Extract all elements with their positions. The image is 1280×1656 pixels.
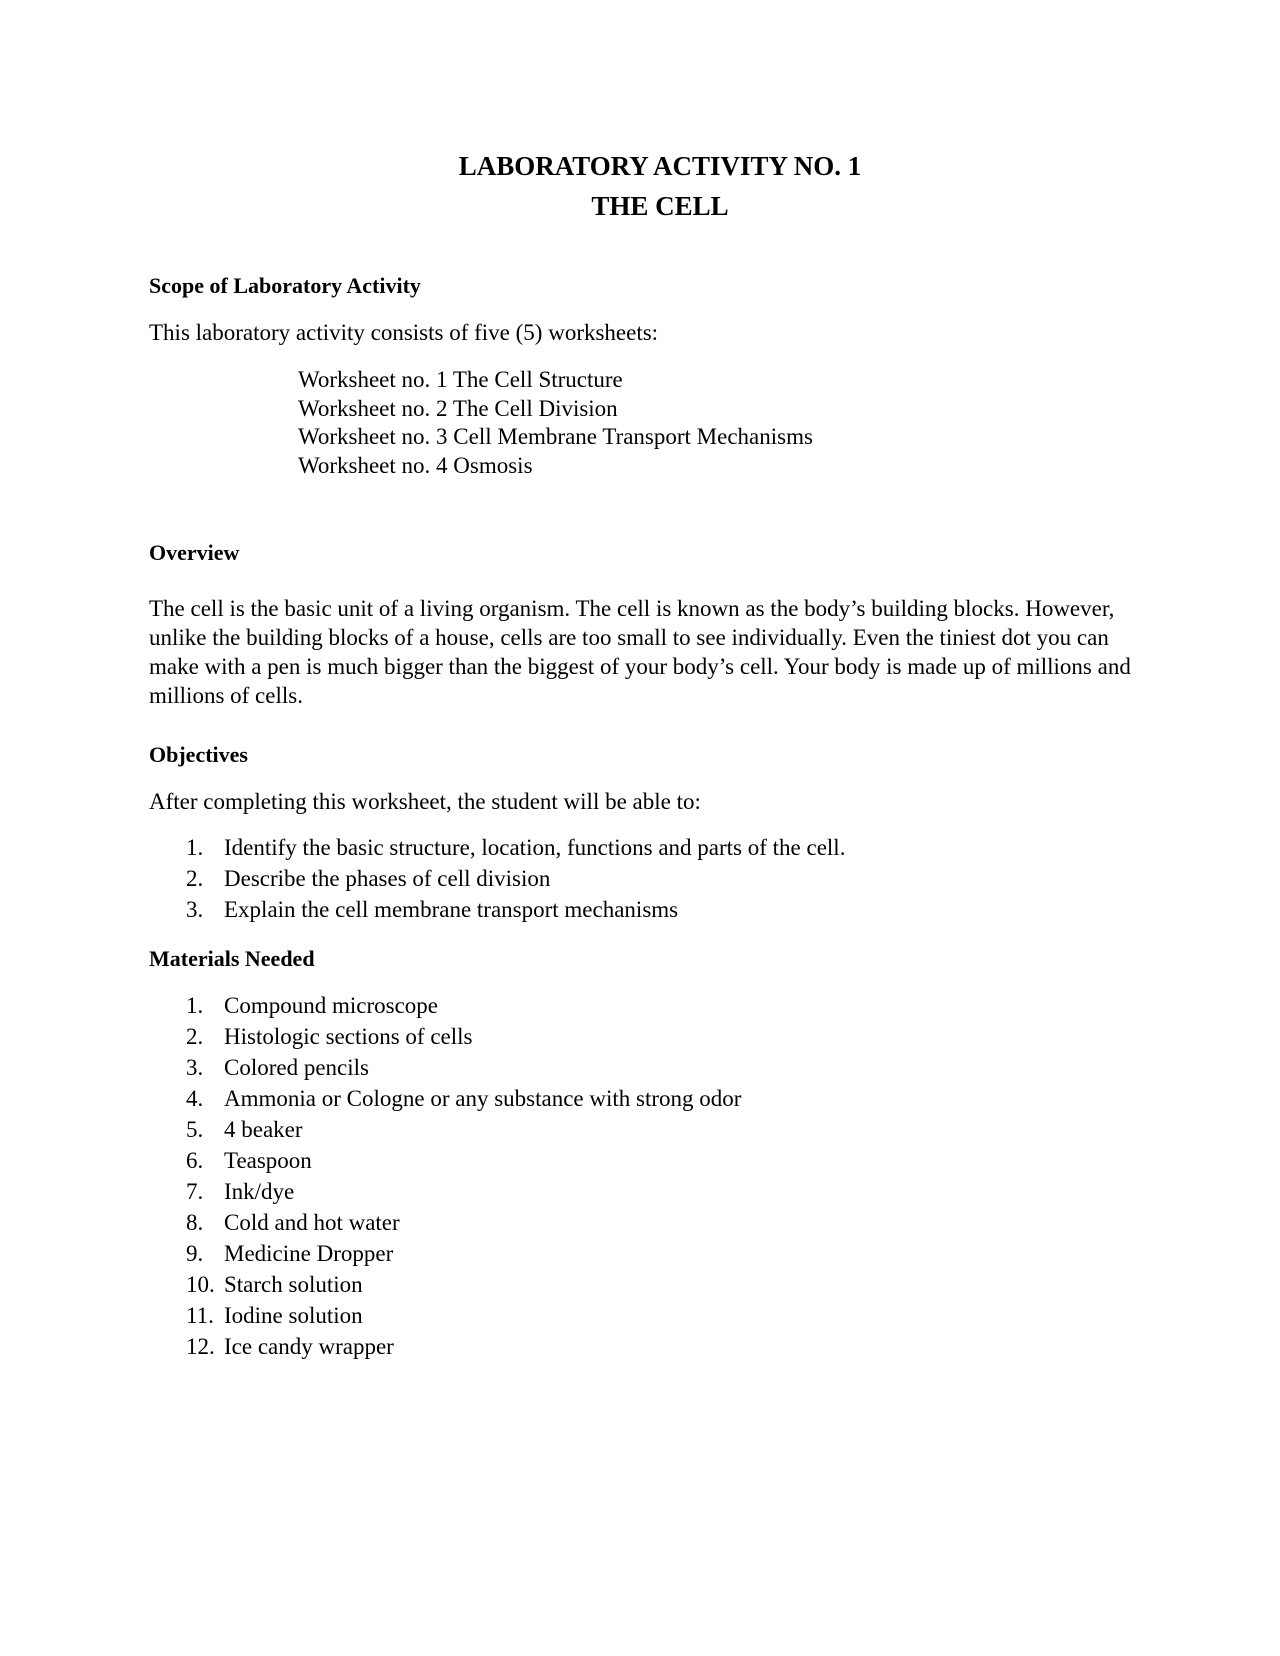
list-item <box>186 1145 741 1176</box>
list-item <box>186 990 741 1021</box>
list-number: 9. <box>186 1241 204 1266</box>
document-subtitle: THE CELL <box>591 191 729 221</box>
list-text: Identify the basic structure, location, functions and parts of the cell. <box>224 835 846 860</box>
list-item <box>186 1331 741 1362</box>
list-number: 8. <box>186 1210 204 1235</box>
worksheet-item: Worksheet no. 4 Osmosis <box>298 452 533 478</box>
list-text: Starch solution <box>224 1272 363 1297</box>
list-item <box>186 894 845 925</box>
list-text: 4 beaker <box>224 1117 303 1142</box>
list-number: 1. <box>186 993 204 1018</box>
list-text: Colored pencils <box>224 1055 369 1080</box>
list-text: Explain the cell membrane transport mechanisms <box>224 897 679 922</box>
list-text: Ammonia or Cologne or any substance with strong odor <box>224 1086 742 1111</box>
overview-paragraph: The cell is the basic unit of a living organism. The cell is known as the body’s building blocks. However, unlike the building blocks of a house, cells are too small to see individually. Even the tiniest dot you can make with a pen is much bigger than the biggest of your body’s cell. Your body is made up of millions and millions of cells. <box>149 596 1131 708</box>
list-number: 2. <box>186 1024 204 1049</box>
list-number: 3. <box>186 1055 204 1080</box>
list-item <box>186 1176 741 1207</box>
list-number: 5. <box>186 1117 204 1142</box>
worksheet-item: Worksheet no. 1 The Cell Structure <box>298 367 623 392</box>
list-text: Ink/dye <box>224 1179 295 1204</box>
list-number: 11. <box>186 1303 214 1328</box>
list-number: 1. <box>186 835 204 860</box>
worksheet-list <box>298 366 813 480</box>
scope-intro: This laboratory activity consists of five (5) worksheets: <box>149 320 659 345</box>
objectives-list <box>186 832 845 925</box>
list-item <box>186 1207 741 1238</box>
document-title: LABORATORY ACTIVITY NO. 1 <box>458 151 862 181</box>
list-text: Histologic sections of cells <box>224 1024 473 1049</box>
list-item <box>186 1052 741 1083</box>
list-number: 3. <box>186 897 204 922</box>
overview-heading: Overview <box>149 540 240 565</box>
worksheet-item: Worksheet no. 3 Cell Membrane Transport Mechanisms <box>298 424 813 449</box>
list-text: Ice candy wrapper <box>224 1334 394 1359</box>
list-text: Cold and hot water <box>224 1210 400 1235</box>
objectives-intro: After completing this worksheet, the student will be able to: <box>149 789 701 814</box>
list-item <box>186 863 845 894</box>
list-text: Teaspoon <box>224 1148 312 1173</box>
list-text: Compound microscope <box>224 993 438 1018</box>
list-item <box>186 1114 741 1145</box>
materials-heading: Materials Needed <box>149 946 315 971</box>
list-item <box>186 1238 741 1269</box>
list-item <box>186 1269 741 1300</box>
list-text: Describe the phases of cell division <box>224 866 551 891</box>
list-item <box>186 1300 741 1331</box>
list-number: 4. <box>186 1086 204 1111</box>
list-text: Medicine Dropper <box>224 1241 394 1266</box>
list-number: 10. <box>186 1272 215 1297</box>
list-item <box>186 832 845 863</box>
scope-heading: Scope of Laboratory Activity <box>149 273 421 298</box>
list-number: 7. <box>186 1179 204 1204</box>
materials-list <box>186 990 741 1362</box>
list-item <box>186 1021 741 1052</box>
list-item <box>186 1083 741 1114</box>
objectives-heading: Objectives <box>149 742 248 767</box>
worksheet-item: Worksheet no. 2 The Cell Division <box>298 395 618 421</box>
list-number: 12. <box>186 1334 215 1359</box>
list-text: Iodine solution <box>224 1303 363 1328</box>
list-number: 6. <box>186 1148 204 1173</box>
list-number: 2. <box>186 866 204 891</box>
